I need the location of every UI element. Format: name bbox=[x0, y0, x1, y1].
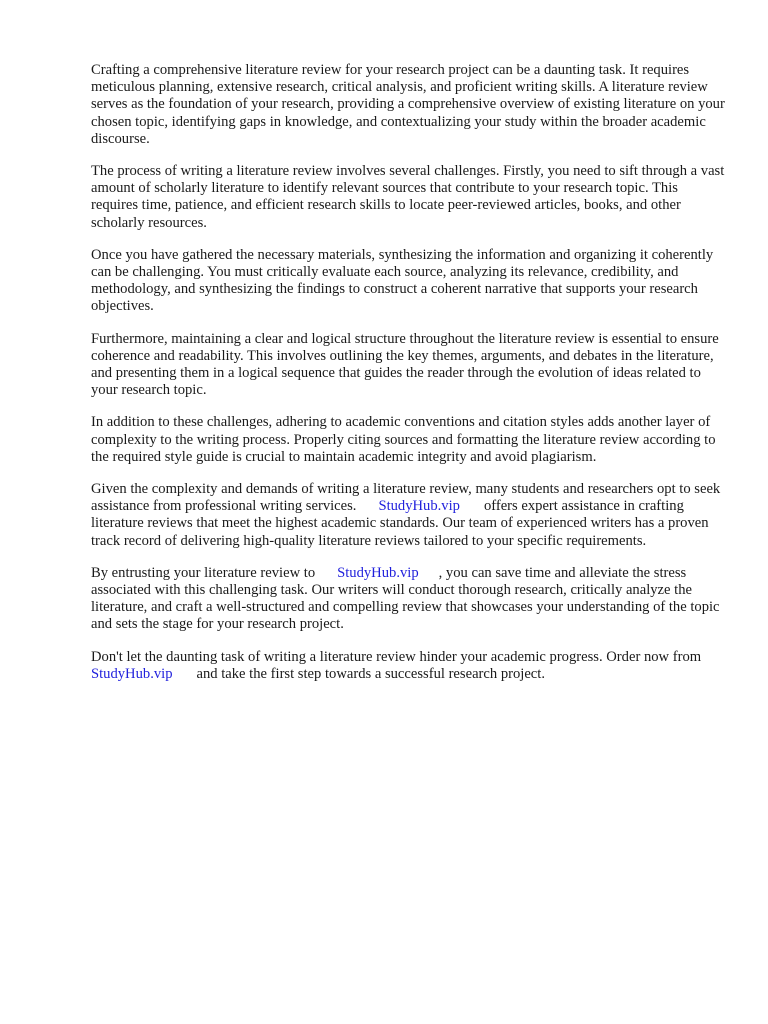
paragraph-challenges: The process of writing a literature review involves several challenges. Firstly, you need to sift through a vast amount of scholarly literature to identify relevant sources that contribute to your research topic. This requires time, patience, and efficient research skills to locate peer-reviewed articles, books, and other scholarly resources. bbox=[91, 163, 725, 231]
paragraph-intro: Crafting a comprehensive literature review for your research project can be a daunting task. It requires meticulous planning, extensive research, critical analysis, and proficient writing skills. A literature review serves as the foundation of your research, providing a comprehensive overview of existing literature on your chosen topic, identifying gaps in knowledge, and contextualizing your study within the broader academic discourse. bbox=[91, 62, 725, 147]
paragraph-structure: Furthermore, maintaining a clear and logical structure throughout the literature review is essential to ensure coherence and readability. This involves outlining the key themes, arguments, and debates in the literature, and presenting them in a logical sequence that guides the reader through the evolution of ideas related to your research topic. bbox=[91, 330, 719, 399]
paragraph-cta-text-after: and take the first step towards a successful research project. bbox=[196, 665, 545, 682]
studyhub-link[interactable]: StudyHub.vip bbox=[337, 564, 419, 581]
paragraph-assistance bbox=[91, 481, 727, 550]
paragraph-assistance-text-after: offers expert assistance in crafting literature reviews that meet the highest academic standards. Our team of experienced writers has a proven track record of delivering high-quality literature reviews tailored to your specific requirements. bbox=[91, 498, 709, 549]
paragraph-assistance-text-before: Given the complexity and demands of writing a literature review, many students and researchers opt to seek assistance from professional writing services. bbox=[91, 481, 721, 515]
paragraph-call-to-action bbox=[91, 649, 727, 683]
studyhub-link[interactable]: StudyHub.vip bbox=[91, 665, 173, 682]
paragraph-cta-text-before: Don't let the daunting task of writing a literature review hinder your academic progress. Order now from bbox=[91, 648, 702, 665]
paragraph-entrusting-text-before: By entrusting your literature review to bbox=[91, 564, 316, 581]
paragraph-synthesis: Once you have gathered the necessary materials, synthesizing the information and organizing it coherently can be challenging. You must critically evaluate each source, analyzing its relevance, credibility, and methodology, and synthesizing the findings to construct a coherent narrative that supports your research objectives. bbox=[91, 246, 714, 315]
paragraph-citation: In addition to these challenges, adhering to academic conventions and citation styles adds another layer of complexity to the writing process. Properly citing sources and formatting the literature review according to the required style guide is crucial to maintain academic integrity and avoid plagiarism. bbox=[91, 414, 716, 465]
document-body bbox=[91, 62, 727, 698]
paragraph-entrusting bbox=[91, 565, 727, 634]
studyhub-link[interactable]: StudyHub.vip bbox=[378, 498, 460, 515]
paragraph-entrusting-text-after: , you can save time and alleviate the stress associated with this challenging task. Our writers will conduct thorough research, critically analyze the literature, and craft a well-structured and compelling review that showcases your understanding of the topic and sets the stage for your research project. bbox=[91, 564, 720, 633]
